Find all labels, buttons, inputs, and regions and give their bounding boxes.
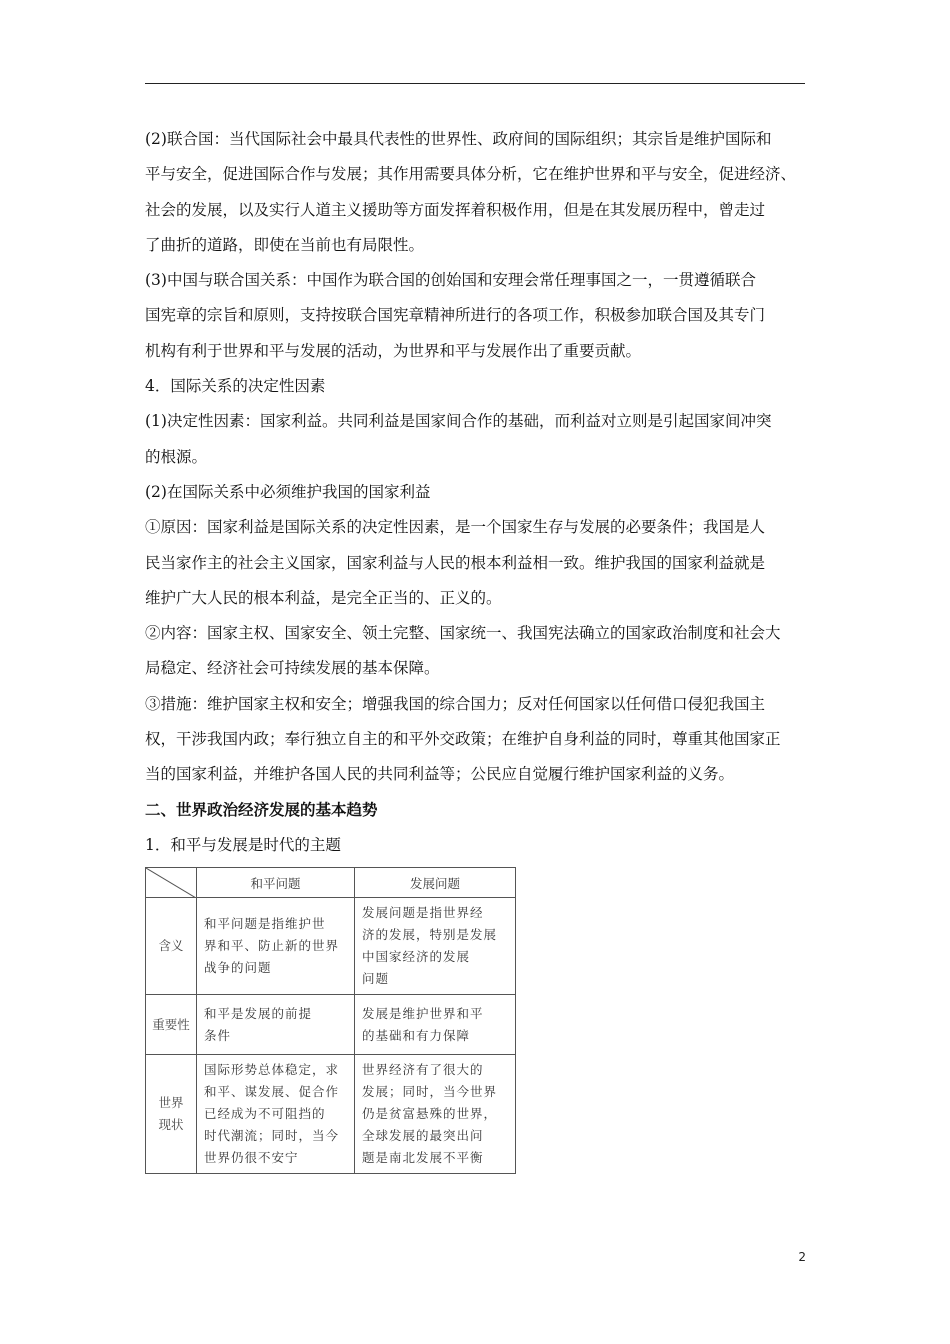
text-line: 的根源。 xyxy=(145,447,208,466)
peace-cell xyxy=(197,1055,355,1174)
table-header-row xyxy=(146,868,516,898)
text-line: 维护广大人民的根本利益，是完全正当的、正义的。 xyxy=(145,588,502,607)
document-body xyxy=(145,122,825,863)
subheading: 1．和平与发展是时代的主题 xyxy=(145,835,341,854)
peace-development-table xyxy=(145,867,516,1174)
cell-line: 的基础和有力保障 xyxy=(362,1027,471,1043)
label-line: 重要性 xyxy=(152,1016,190,1032)
table-row xyxy=(146,898,516,995)
cell-line: 发展是维护世界和平 xyxy=(362,1005,484,1021)
text-line: (3)中国与联合国关系：中国作为联合国的创始国和安理会常任理事国之一，一贯遵循联合 xyxy=(145,271,756,290)
label-line: 世界 xyxy=(158,1095,184,1110)
cell-line: 战争的问题 xyxy=(204,960,272,975)
text-line: 国宪章的宗旨和原则，支持按联合国宪章精神所进行的各项工作，积极参加联合国及其专门 xyxy=(145,306,766,325)
corner-cell xyxy=(146,868,197,898)
text-line: (2)联合国：当代国际社会中最具代表性的世界性、政府间的国际组织；其宗旨是维护国际和 xyxy=(145,130,772,148)
cell-line: 发展；同时，当今世界 xyxy=(362,1084,498,1099)
section-heading: 二、世界政治经济发展的基本趋势 xyxy=(145,800,378,819)
cell-line: 发展问题是指世界经 xyxy=(362,905,484,920)
header-development: 发展问题 xyxy=(355,868,516,898)
cell-line: 和平问题是指维护世 xyxy=(204,916,326,931)
cell-line: 全球发展的最突出问 xyxy=(362,1128,484,1143)
cell-line: 中国家经济的发展 xyxy=(362,949,471,964)
table-row xyxy=(146,995,516,1055)
text-line: 权，干涉我国内政；奉行独立自主的和平外交政策；在维护自身利益的同时，尊重其他国家正 xyxy=(145,730,781,749)
cell-line: 题是南北发展不平衡 xyxy=(362,1150,484,1165)
development-cell xyxy=(355,898,516,995)
paragraph-measures xyxy=(145,687,825,793)
cell-line: 时代潮流；同时，当今 xyxy=(204,1128,340,1143)
paragraph-decisive-factor xyxy=(145,404,825,475)
row-label xyxy=(146,1055,197,1174)
text-line: 局稳定、经济社会可持续发展的基本保障。 xyxy=(145,659,440,678)
label-line: 含义 xyxy=(158,938,184,953)
label-line: 现状 xyxy=(158,1117,184,1132)
text-line: 民当家作主的社会主义国家，国家利益与人民的根本利益相一致。维护我国的国家利益就是 xyxy=(145,553,766,572)
cell-line: 仍是贫富悬殊的世界， xyxy=(362,1106,498,1121)
paragraph-reason xyxy=(145,510,825,616)
section-4-title xyxy=(145,369,825,404)
cell-line: 界和平、防止新的世界 xyxy=(204,938,340,953)
peace-cell xyxy=(197,995,355,1055)
cell-line: 和平、谋发展、促合作 xyxy=(204,1084,340,1099)
header-rule xyxy=(145,83,805,84)
cell-line: 已经成为不可阻挡的 xyxy=(204,1106,326,1121)
cell-line: 和平是发展的前提 xyxy=(204,1005,313,1021)
cell-line: 条件 xyxy=(204,1027,232,1043)
diagonal-line xyxy=(146,868,196,898)
cell-line: 世界经济有了很大的 xyxy=(362,1062,484,1077)
paragraph-maintain-interest xyxy=(145,475,825,510)
text-line: ②内容：国家主权、国家安全、领土完整、国家统一、我国宪法确立的国家政治制度和社会大 xyxy=(145,624,781,643)
paragraph-china-un xyxy=(145,263,825,369)
row-label xyxy=(146,995,197,1055)
text-line: (2)在国际关系中必须维护我国的国家利益 xyxy=(145,482,431,501)
text-line: 4．国际关系的决定性因素 xyxy=(145,377,326,396)
text-line: 了曲折的道路，即使在当前也有局限性。 xyxy=(145,235,425,254)
page-number: 2 xyxy=(798,1250,806,1264)
cell-line: 国际形势总体稳定，求 xyxy=(204,1062,340,1077)
paragraph-content xyxy=(145,616,825,687)
text-line: 社会的发展，以及实行人道主义援助等方面发挥着积极作用，但是在其发展历程中，曾走过 xyxy=(145,200,766,219)
peace-cell xyxy=(197,898,355,995)
header-peace: 和平问题 xyxy=(197,868,355,898)
text-line: ③措施：维护国家主权和安全；增强我国的综合国力；反对任何国家以任何借口侵犯我国主 xyxy=(145,694,766,713)
text-line: 平与安全，促进国际合作与发展；其作用需要具体分析，它在维护世界和平与安全，促进经济、 xyxy=(145,165,797,184)
text-line: ①原因：国家利益是国际关系的决定性因素，是一个国家生存与发展的必要条件；我国是人 xyxy=(145,518,766,537)
text-line: 当的国家利益，并维护各国人民的共同利益等；公民应自觉履行维护国家利益的义务。 xyxy=(145,765,735,784)
cell-line: 济的发展，特别是发展 xyxy=(362,927,498,942)
text-line: (1)决定性因素：国家利益。共同利益是国家间合作的基础，而利益对立则是引起国家间冲突 xyxy=(145,412,772,431)
cell-line: 问题 xyxy=(362,971,390,986)
row-label xyxy=(146,898,197,995)
text-line: 机构有利于世界和平与发展的活动，为世界和平与发展作出了重要贡献。 xyxy=(145,341,642,360)
paragraph-un xyxy=(145,122,825,263)
development-cell xyxy=(355,995,516,1055)
table-row xyxy=(146,1055,516,1174)
development-cell xyxy=(355,1055,516,1174)
cell-line: 世界仍很不安宁 xyxy=(204,1150,299,1165)
